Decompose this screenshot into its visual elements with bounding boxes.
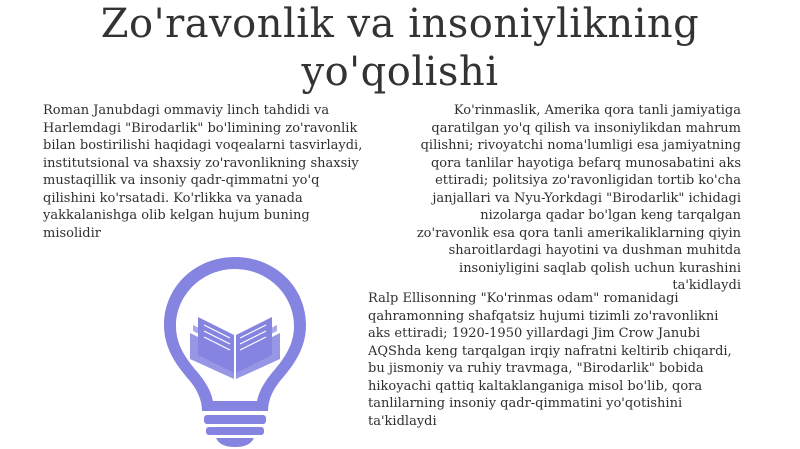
lightbulb-book-icon <box>160 255 310 449</box>
paragraph-left: Roman Janubdagi ommaviy linch tahdidi va Harlemdagi "Birodarlik" bo'limining zo'ravonlik bilan bostirilishi haqidagi voqealarni tasvirlaydi, institutsional va shaxsiy zo'ravonlikning shaxsiy mustaqillik va insoniy qadr-qimmatni yo'q qilishini ko'rsatadi. Ko'rlikka va yanada yakkalanishga olib kelgan hujum buning misolidir <box>43 103 363 241</box>
page-title: Zo'ravonlik va insoniylikning yo'qolishi <box>100 1 700 95</box>
paragraph-right: Ko'rinmaslik, Amerika qora tanli jamiyatiga qaratilgan yo'q qilish va insoniylikdan mahrum qilishni; rivoyatchi noma'lumligi esa jamiyatning qora tanlilar hayotiga befarq munosabatini aks ettiradi; politsiya zo'ravonligidan tortib ko'cha janjallari va Nyu-Yorkdagi "Birodarlik" ichidagi nizolarga qadar bo'lgan keng tarqalgan zo'ravonlik esa qora tanli amerikaliklarning qiyin sharoitlardagi hayotini va dushman muhitda insoniyligini saqlab qolish uchun kurashini ta'kidlaydi <box>416 103 741 293</box>
paragraph-bottom: Ralp Ellisonning "Ko'rinmas odam" romanidagi qahramonning shafqatsiz hujumi tizimli zo'ravonlikni aks ettiradi; 1920-1950 yillardagi Jim Crow Janubi AQShda keng tarqalgan irqiy nafratni keltirib chiqardi, bu jismoniy va ruhiy travmaga, "Birodarlik" bobida hikoyachi qattiq kaltaklanganiga misol bo'lib, qora tanlilarning insoniy qadr-qimmatini yo'qotishini ta'kidlaydi <box>368 291 732 429</box>
